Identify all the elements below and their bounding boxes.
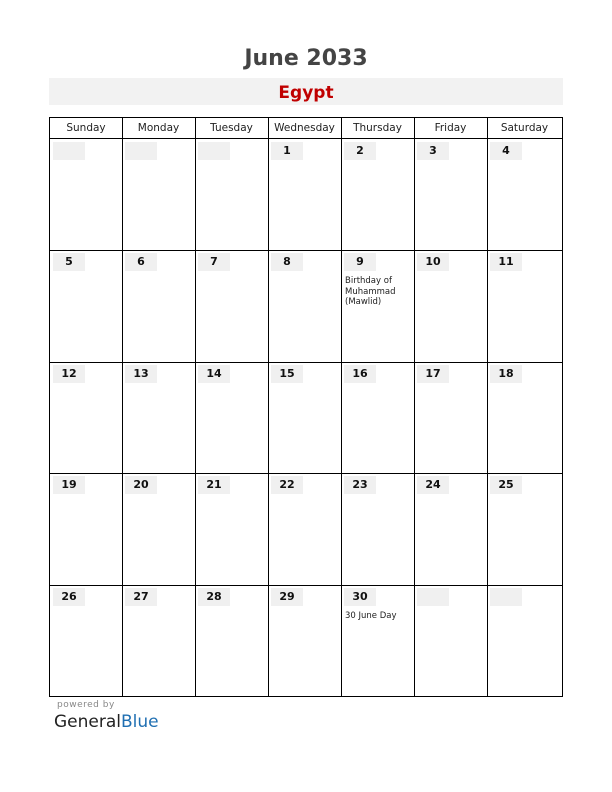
day-cell[interactable]: [341, 473, 414, 584]
day-number: [53, 142, 85, 160]
day-number: 4: [502, 144, 510, 157]
day-number: 14: [206, 366, 222, 380]
day-cell[interactable]: [414, 362, 487, 473]
day-number: 29: [279, 589, 295, 603]
day-cell[interactable]: [195, 362, 268, 473]
week-row: [50, 250, 562, 361]
week-row: [50, 139, 562, 250]
day-number: 5: [65, 255, 73, 269]
day-number: 27: [133, 589, 149, 603]
day-number-box: [490, 365, 522, 383]
empty-day-cell: [487, 585, 562, 696]
day-cell[interactable]: [50, 250, 122, 361]
day-number-box: [271, 142, 303, 160]
day-number: [417, 588, 449, 606]
day-cell[interactable]: [268, 473, 341, 584]
day-number: 17: [425, 366, 441, 380]
weekday-header-thursday: Thursday: [353, 122, 402, 134]
weekday-header-monday: Monday: [137, 122, 180, 134]
day-number-box: [417, 253, 449, 271]
day-cell[interactable]: [487, 139, 562, 250]
day-number-box: [344, 476, 376, 494]
day-number: 2: [356, 144, 364, 157]
day-number-box: [417, 588, 449, 606]
empty-day-cell: [414, 585, 487, 696]
calendar-grid: [49, 117, 563, 697]
day-number-box: [198, 365, 230, 383]
day-number-box: [53, 588, 85, 606]
day-number-box: [53, 142, 85, 160]
day-cell[interactable]: [341, 250, 414, 361]
day-number: 16: [352, 366, 368, 380]
week-row: [50, 362, 562, 473]
empty-day-cell: [50, 139, 122, 250]
day-number-box: [198, 142, 230, 160]
day-number: 21: [206, 478, 222, 492]
day-number-box: [271, 253, 303, 271]
day-number: 8: [283, 255, 291, 269]
day-number-box: [490, 253, 522, 271]
day-cell[interactable]: [487, 473, 562, 584]
day-number: 9: [356, 255, 364, 269]
brand-blue: Blue: [121, 712, 159, 732]
day-number-box: [125, 253, 157, 271]
week-row: [50, 473, 562, 584]
day-number: [125, 142, 157, 160]
day-number: [198, 142, 230, 160]
day-number: 11: [498, 255, 514, 269]
day-number-box: [271, 476, 303, 494]
day-cell[interactable]: [341, 585, 414, 696]
day-number: 13: [133, 366, 149, 380]
day-cell[interactable]: [195, 473, 268, 584]
day-number: 30: [352, 589, 368, 603]
day-cell[interactable]: [414, 473, 487, 584]
day-number: 24: [425, 478, 441, 492]
day-number-box: [198, 476, 230, 494]
day-number: 23: [352, 478, 368, 492]
day-number: 7: [210, 255, 218, 269]
holiday-label: Birthday of Muhammad (Mawlid): [345, 276, 396, 308]
day-cell[interactable]: [268, 362, 341, 473]
weekday-header-row: [50, 118, 562, 139]
day-number: [490, 588, 522, 606]
day-cell[interactable]: [487, 362, 562, 473]
day-number-box: [125, 142, 157, 160]
day-number-box: [417, 142, 449, 160]
day-number: 10: [425, 255, 441, 269]
day-number: 19: [61, 478, 77, 492]
day-number-box: [198, 253, 230, 271]
day-number-box: [53, 253, 85, 271]
day-number-box: [125, 476, 157, 494]
day-number-box: [490, 476, 522, 494]
country-banner: [49, 78, 563, 105]
brand-general: General: [54, 712, 121, 732]
empty-day-cell: [195, 139, 268, 250]
day-cell[interactable]: [50, 362, 122, 473]
day-number-box: [198, 588, 230, 606]
country-name: Egypt: [278, 83, 334, 103]
day-number: 20: [133, 478, 149, 492]
day-number: 18: [498, 366, 514, 380]
weekday-header-tuesday: Tuesday: [210, 122, 253, 134]
day-number: 28: [206, 589, 222, 603]
weekday-header-saturday: Saturday: [500, 122, 549, 134]
day-cell[interactable]: [341, 362, 414, 473]
day-number-box: [53, 476, 85, 494]
day-number-box: [271, 365, 303, 383]
day-number-box: [490, 142, 522, 160]
generalblue-logo[interactable]: [54, 712, 159, 732]
day-number-box: [490, 588, 522, 606]
day-cell[interactable]: [195, 250, 268, 361]
day-cell[interactable]: [487, 250, 562, 361]
weekday-header-wednesday: Wednesday: [274, 122, 335, 134]
day-number-box: [417, 365, 449, 383]
day-cell[interactable]: [414, 139, 487, 250]
weekday-header-friday: Friday: [434, 122, 467, 134]
day-cell[interactable]: [195, 585, 268, 696]
day-cell[interactable]: [122, 362, 195, 473]
empty-day-cell: [122, 139, 195, 250]
day-number: 6: [137, 255, 145, 269]
day-cell[interactable]: [122, 250, 195, 361]
day-cell[interactable]: [414, 250, 487, 361]
holiday-label: 30 June Day: [345, 610, 397, 621]
day-number: 12: [61, 366, 77, 380]
day-number: 3: [429, 144, 437, 157]
calendar-title: June 2033: [244, 46, 368, 71]
day-cell[interactable]: [341, 139, 414, 250]
week-row: [50, 585, 562, 696]
day-number: 22: [279, 478, 295, 492]
day-number: 15: [279, 366, 295, 380]
day-number-box: [344, 142, 376, 160]
day-number: 26: [61, 589, 77, 603]
day-cell[interactable]: [122, 473, 195, 584]
powered-by-label: powered by: [57, 700, 115, 710]
day-number-box: [125, 588, 157, 606]
day-number-box: [344, 253, 376, 271]
day-number-box: [125, 365, 157, 383]
day-cell[interactable]: [50, 585, 122, 696]
day-cell[interactable]: [268, 139, 341, 250]
day-cell[interactable]: [50, 473, 122, 584]
day-number-box: [344, 588, 376, 606]
day-cell[interactable]: [268, 250, 341, 361]
day-number: 25: [498, 478, 514, 492]
day-cell[interactable]: [268, 585, 341, 696]
day-number-box: [53, 365, 85, 383]
day-number-box: [344, 365, 376, 383]
day-number-box: [417, 476, 449, 494]
day-cell[interactable]: [122, 585, 195, 696]
day-number: 1: [283, 144, 291, 157]
day-number-box: [271, 588, 303, 606]
weekday-header-sunday: Sunday: [66, 122, 106, 134]
